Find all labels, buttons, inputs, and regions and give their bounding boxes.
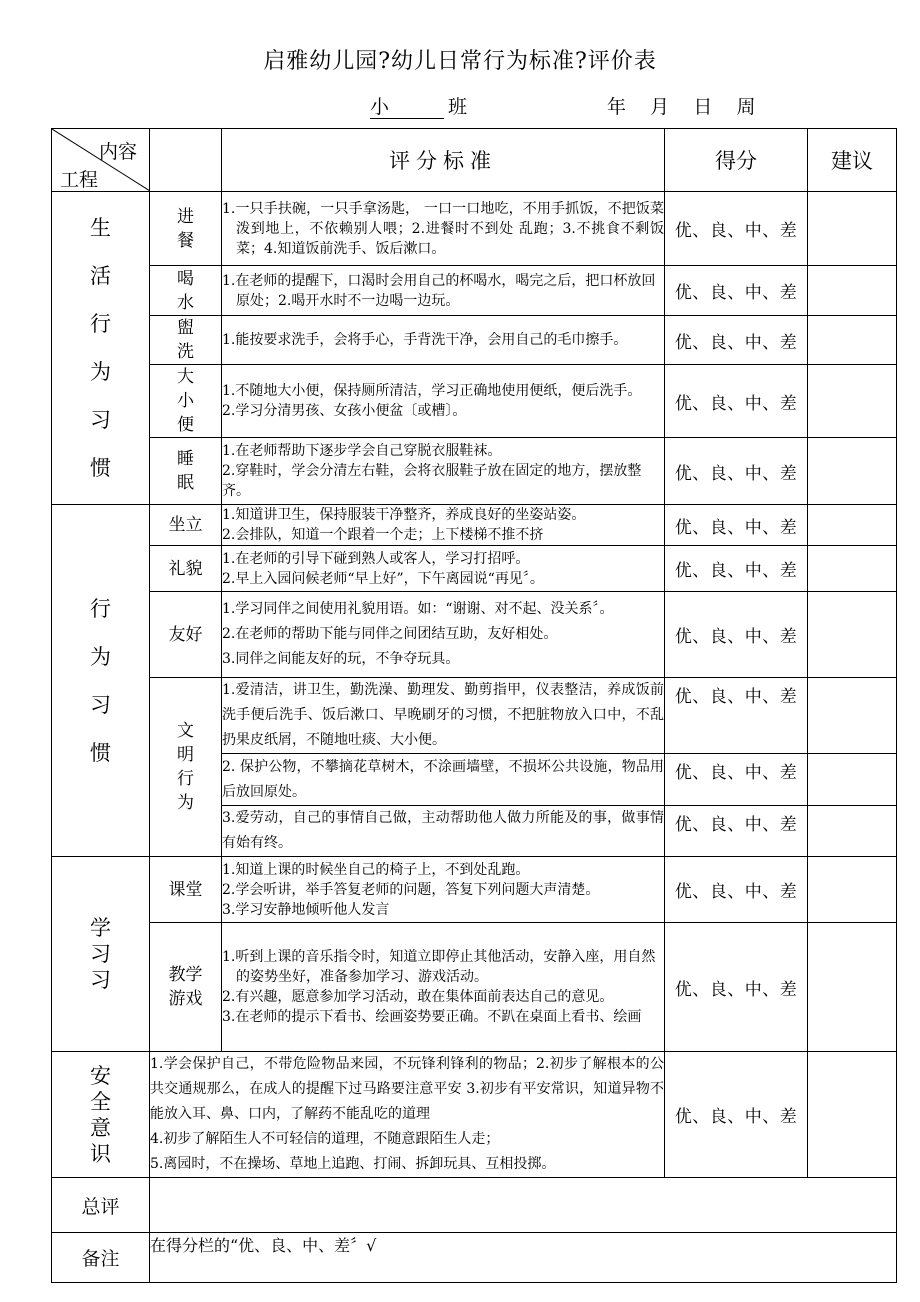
score-options: 优、良、中、差	[665, 266, 808, 316]
standard-civilized-1: 1.爱清洁，讲卫生，勤洗澡、勤理发、勤剪指甲，仪表整洁，养成饭前洗手便后洗手、饭后漱口、早晚刷牙的习惯，不把脏物放入口中，不乱扔果皮纸屑，不随地吐痰、大小便。	[222, 678, 665, 754]
item-posture: 坐立	[150, 505, 222, 546]
standard-classroom: 1.知道上课的时候坐自己的椅子上，不到处乱跑。 2.学会听讲，举手答复老师的问题，答复下列问题大声清楚。 3.学习安静地倾听他人发言	[222, 857, 665, 923]
standard-politeness: 1.在老师的引导下碰到熟人或客人，学习打招呼。 2.早上入园问候老师“早上好”，下午离园说“再见〞。	[222, 546, 665, 592]
score-options: 优、良、中、差	[665, 365, 808, 438]
suggestion-cell	[808, 923, 897, 1052]
header-score: 得分	[665, 129, 808, 192]
score-options: 优、良、中、差	[665, 592, 808, 678]
standard-civilized-2: 2. 保护公物，不攀摘花草树木，不涂画墙壁，不损坏公共设施，物品用后放回原处。	[222, 754, 665, 806]
header-content: 内容	[98, 141, 137, 163]
suggestion-cell	[808, 266, 897, 316]
item-washing: 盥 洗	[150, 316, 222, 365]
category-behavior: 行 为 习 惯	[52, 505, 150, 857]
page-title: 启雅幼儿园?幼儿日常行为标准?评价表	[263, 49, 657, 74]
suggestion-cell	[808, 316, 897, 365]
suggestion-cell	[808, 546, 897, 592]
table-row	[52, 592, 897, 678]
table-row	[52, 438, 897, 505]
suggestion-cell	[808, 678, 897, 754]
summary-row	[52, 1178, 897, 1233]
item-sleeping: 睡 眠	[150, 438, 222, 505]
suggestion-cell	[808, 365, 897, 438]
diagonal-header-cell	[52, 129, 150, 192]
score-options: 优、良、中、差	[665, 857, 808, 923]
category-safety: 安 全 意 识	[52, 1052, 150, 1178]
header-empty-cell	[150, 129, 222, 192]
suggestion-cell	[808, 438, 897, 505]
standard-safety: 1.学会保护自己，不带危险物品来园，不玩锋利锋利的物品；2.初步了解根本的公共交通规那么，在成人的提醒下过马路要注意平安 3.初步有平安常识，知道异物不能放入耳、鼻、口内，了解药不能乱吃的道理 4.初步了解陌生人不可轻信的道理，不随意跟陌生人走； 5.离园时，不在操场、草地上追跑、打闹、拆卸玩具、互相投掷。	[150, 1052, 665, 1178]
suggestion-cell	[808, 754, 897, 806]
item-drinking: 喝 水	[150, 266, 222, 316]
item-politeness: 礼貌	[150, 546, 222, 592]
table-row	[52, 678, 897, 754]
evaluation-table	[51, 128, 897, 1283]
item-classroom: 课堂	[150, 857, 222, 923]
table-row	[52, 546, 897, 592]
header-suggestion: 建议	[808, 129, 897, 192]
suggestion-cell	[808, 806, 897, 857]
summary-label: 总评	[52, 1178, 150, 1233]
score-options: 优、良、中、差	[665, 505, 808, 546]
standard-drinking: 1.在老师的提醒下，口渴时会用自己的杯喝水，喝完之后，把口杯放回原处；2.喝开水时不一边喝一边玩。	[222, 266, 665, 316]
score-options: 优、良、中、差	[665, 806, 808, 857]
table-row	[52, 505, 897, 546]
score-options: 优、良、中、差	[665, 316, 808, 365]
category-life: 生 活 行 为 习 惯	[52, 192, 150, 505]
score-options: 优、良、中、差	[665, 546, 808, 592]
item-toilet: 大 小 便	[150, 365, 222, 438]
header-row	[52, 129, 897, 192]
score-options: 优、良、中、差	[665, 1052, 808, 1178]
table-row	[52, 923, 897, 1052]
suggestion-cell	[808, 857, 897, 923]
standard-friendly: 1.学习同伴之间使用礼貌用语。如：“谢谢、对不起、没关系〞。 2.在老师的帮助下能与同伴之间团结互助，友好相处。 3.同伴之间能友好的玩，不争夺玩具。	[222, 592, 665, 678]
item-civilized: 文 明 行 为	[150, 678, 222, 857]
standard-civilized-3: 3.爱劳动，自己的事情自己做，主动帮助他人做力所能及的事，做事情有始有终。	[222, 806, 665, 857]
standard-posture: 1.知道讲卫生，保持服装干净整齐，养成良好的坐姿站姿。 2.会排队，知道一个跟着一个走；上下楼梯不推不挤	[222, 505, 665, 546]
standard-toilet: 1.不随地大小便，保持厕所清洁，学习正确地使用便纸，便后洗手。 2.学习分清男孩、女孩小便盆〔或槽〕。	[222, 365, 665, 438]
date-fields: 年 月 日 周	[607, 96, 756, 118]
table-row	[52, 192, 897, 266]
header-standard: 评分标准	[222, 129, 665, 192]
score-options: 优、良、中、差	[665, 754, 808, 806]
standard-washing: 1.能按要求洗手，会将手心，手背洗干净，会用自己的毛巾擦手。	[222, 316, 665, 365]
score-options: 优、良、中、差	[665, 923, 808, 1052]
score-options: 优、良、中、差	[665, 192, 808, 266]
table-row	[52, 857, 897, 923]
standard-sleeping: 1.在老师帮助下逐步学会自己穿脱衣服鞋袜。 2.穿鞋时，学会分清左右鞋，会将衣服鞋子放在固定的地方，摆放整齐。	[222, 438, 665, 505]
table-row	[52, 266, 897, 316]
class-suffix: 班	[448, 96, 468, 118]
table-row	[52, 316, 897, 365]
suggestion-cell	[808, 592, 897, 678]
suggestion-cell	[808, 505, 897, 546]
category-study: 学 习 习	[52, 857, 150, 1052]
suggestion-cell	[808, 1052, 897, 1178]
item-teaching-games: 教学 游戏	[150, 923, 222, 1052]
item-friendly: 友好	[150, 592, 222, 678]
header-project: 工程	[60, 169, 99, 191]
summary-field[interactable]	[150, 1178, 897, 1233]
score-options: 优、良、中、差	[665, 678, 808, 754]
remark-label: 备注	[52, 1233, 150, 1283]
standard-teaching-games: 1.听到上课的音乐指令时，知道立即停止其他活动，安静入座，用自然的姿势坐好，准备参加学习、游戏活动。 2.有兴趣，愿意参加学习活动，敢在集体面前表达自己的意见。 3.在老师的提示下看书、绘画姿势要正确。不趴在桌面上看书、绘画	[222, 923, 665, 1052]
suggestion-cell	[808, 192, 897, 266]
class-name: 小	[370, 92, 444, 119]
table-row	[52, 1052, 897, 1178]
item-eating: 进 餐	[150, 192, 222, 266]
remark-text: 在得分栏的“优、良、中、差〞√	[150, 1233, 897, 1283]
standard-eating: 1.一只手扶碗，一只手拿汤匙， 一口一口地吃，不用手抓饭，不把饭菜泼到地上，不依赖别人喂；2.进餐时不到处 乱跑；3.不挑食不剩饭菜；4.知道饭前洗手、饭后漱口。	[222, 192, 665, 266]
score-options: 优、良、中、差	[665, 438, 808, 505]
table-row	[52, 365, 897, 438]
remark-row	[52, 1233, 897, 1283]
